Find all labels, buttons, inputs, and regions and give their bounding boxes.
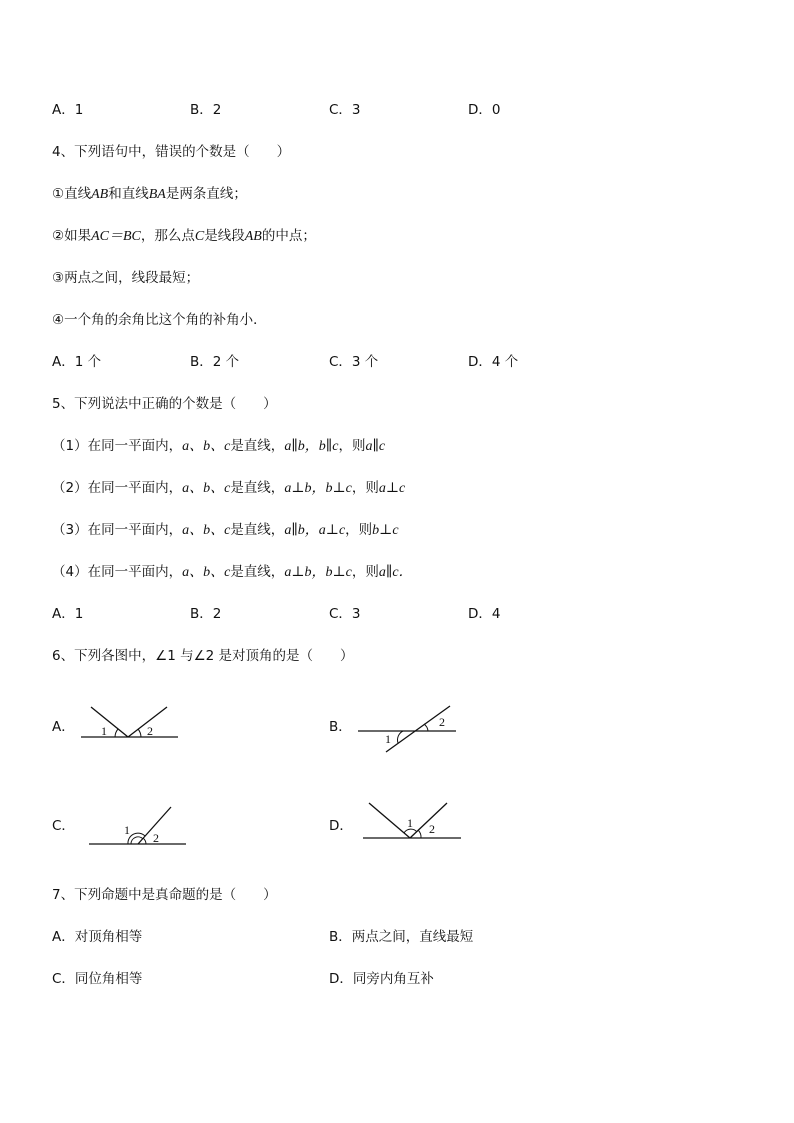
condition: a⊥b，b⊥c (284, 481, 352, 496)
q6-figure-d-label: D． (329, 818, 353, 834)
text: ，那么点 (140, 228, 195, 244)
text: ①直线 (52, 186, 92, 202)
angle-label-1: 1 (407, 816, 413, 830)
q5-option-c: C．3 (329, 606, 361, 622)
q4-option-c: C．3 个 (329, 354, 379, 370)
vars: a、b、c (182, 523, 231, 538)
q6-figure-b-label: B． (329, 719, 352, 735)
q4-option-a: A．1 个 (52, 354, 102, 370)
text: ，则 (351, 564, 379, 580)
q5-stem: 5、下列说法中正确的个数是（ ） (52, 396, 277, 412)
var-ab: AB (244, 229, 262, 244)
text: 是直线， (230, 564, 285, 580)
vars: a、b、c (182, 481, 231, 496)
angle-arc-2 (418, 830, 421, 838)
text: （1）在同一平面内， (52, 438, 183, 454)
q7-option-c: C．同位角相等 (52, 971, 143, 987)
text: 是直线， (230, 522, 285, 538)
q7-option-d: D．同旁内角互补 (329, 971, 434, 987)
q4-stem: 4、下列语句中，错误的个数是（ ） (52, 144, 291, 160)
text: （4）在同一平面内， (52, 564, 183, 580)
q7-option-b: B．两点之间，直线最短 (329, 929, 474, 945)
text: ，则 (338, 438, 366, 454)
text: 是直线， (230, 480, 285, 496)
q7-option-a: A．对顶角相等 (52, 929, 143, 945)
var-ab: AB (91, 187, 109, 202)
vars: a、b、c (182, 565, 231, 580)
q3-option-b: B．2 (190, 102, 222, 118)
q3-option-a: A．1 (52, 102, 84, 118)
text: （3）在同一平面内， (52, 522, 183, 538)
q4-statement-3: ③两点之间，线段最短； (52, 270, 200, 286)
result: a∥c (365, 439, 386, 454)
vars: a、b、c (182, 439, 231, 454)
q5-option-a: A．1 (52, 606, 84, 622)
condition: a∥b，a⊥c (284, 523, 346, 538)
text: 是两条直线； (165, 186, 247, 202)
condition: a⊥b，b⊥c (284, 565, 352, 580)
text: （2）在同一平面内， (52, 480, 183, 496)
text: ②如果 (52, 228, 92, 244)
text: 是直线， (230, 438, 285, 454)
q6-figure-c-label: C． (52, 818, 75, 834)
equation: AC＝BC (91, 229, 141, 244)
angle-label-1: 1 (124, 823, 130, 837)
angle-label-2: 2 (439, 715, 445, 729)
q4-option-b: B．2 个 (190, 354, 240, 370)
q4-option-d: D．4 个 (468, 354, 519, 370)
q5-option-d: D．4 (468, 606, 501, 622)
q6-stem: 6、下列各图中，∠1 与∠2 是对顶角的是（ ） (52, 648, 354, 664)
angle-label-2: 2 (153, 831, 159, 845)
q5-option-b: B．2 (190, 606, 222, 622)
angle-label-1: 1 (101, 724, 107, 738)
text: ，则 (345, 522, 373, 538)
result: a⊥c (378, 481, 406, 496)
angle-label-2: 2 (429, 822, 435, 836)
text: ，则 (351, 480, 379, 496)
text: 和直线 (108, 186, 149, 202)
result: b⊥c (372, 523, 399, 538)
condition: a∥b，b∥c (284, 439, 339, 454)
angle-label-2: 2 (147, 724, 153, 738)
q4-statement-4: ④一个角的余角比这个角的补角小． (52, 312, 267, 328)
result: a∥c． (378, 565, 413, 580)
var-ba: BA (148, 187, 166, 202)
q3-option-d: D．0 (468, 102, 501, 118)
text: 是线段 (204, 228, 245, 244)
q3-option-c: C．3 (329, 102, 361, 118)
q7-stem: 7、下列命题中是真命题的是（ ） (52, 887, 277, 903)
angle-label-1: 1 (385, 732, 391, 746)
var-c: C (194, 229, 205, 244)
q6-figure-a-label: A． (52, 719, 75, 735)
text: 的中点； (261, 228, 316, 244)
